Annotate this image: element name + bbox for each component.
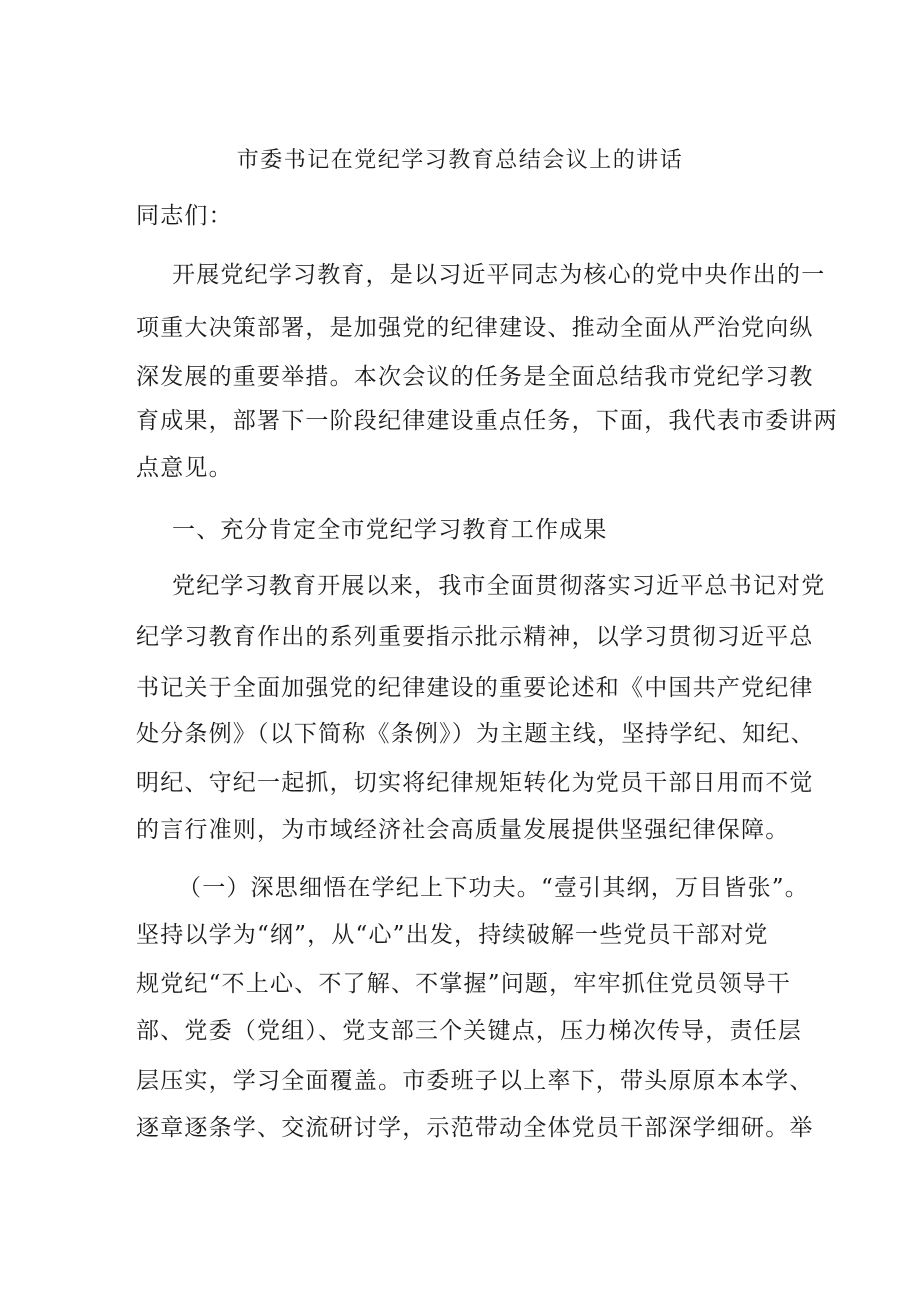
paragraph-line: 纪学习教育作出的系列重要指示批示精神，以学习贯彻习近平总	[136, 624, 814, 650]
paragraph-line: 坚持以学为“纲”，从“心”出发，持续破解一些党员干部对党	[136, 922, 769, 948]
paragraph-line: 点意见。	[136, 455, 233, 481]
paragraph-line: 的言行准则，为市域经济社会高质量发展提供坚强纪律保障。	[136, 817, 790, 843]
paragraph-line: 书记关于全面加强党的纪律建设的重要论述和《中国共产党纪律	[136, 675, 814, 701]
document-title: 市委书记在党纪学习教育总结会议上的讲话	[236, 148, 684, 173]
paragraph-line: 党纪学习教育开展以来，我市全面贯彻落实习近平总书记对党	[172, 573, 826, 599]
section-heading: 一、充分肯定全市党纪学习教育工作成果	[172, 517, 608, 543]
paragraph-line: 项重大决策部署，是加强党的纪律建设、推动全面从严治党向纵	[136, 315, 814, 341]
paragraph-line: 明纪、守纪一起抓，切实将纪律规矩转化为党员干部日用而不觉	[136, 770, 814, 796]
paragraph-line: 开展党纪学习教育，是以习近平同志为核心的党中央作出的一	[172, 262, 826, 288]
paragraph-line: 规党纪“不上心、不了解、不掌握”问题，牢牢抓住党员领导干	[136, 971, 792, 997]
salutation: 同志们：	[136, 203, 233, 229]
paragraph-line: 深发展的重要举措。本次会议的任务是全面总结我市党纪学习教	[136, 364, 814, 390]
paragraph-line: 层压实，学习全面覆盖。市委班子以上率下，带头原原本本学、	[136, 1068, 814, 1094]
paragraph-line: 育成果，部署下一阶段纪律建设重点任务，下面，我代表市委讲两	[136, 408, 838, 434]
paragraph-line: 部、党委（党组）、党支部三个关键点，压力梯次传导，责任层	[136, 1018, 803, 1044]
paragraph-line: 逐章逐条学、交流研讨学，示范带动全体党员干部深学细研。举	[136, 1115, 814, 1141]
paragraph-line: 处分条例》（以下简称《条例》）为主题主线，坚持学纪、知纪、	[136, 721, 815, 747]
subsection-heading: （一）深思细悟在学纪上下功夫。“壹引其纲，万目皆张”。	[178, 875, 809, 901]
